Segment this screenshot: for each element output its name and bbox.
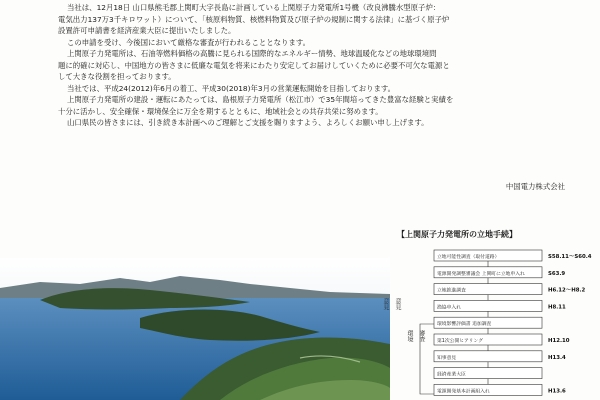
notice-paragraph: 電気出力137万3千キロワット）について、「核原料物質、核燃料物質及び原子炉の規制に関する法律」に基づく原子炉: [58, 14, 450, 24]
notice-paragraph: 山口県民の皆さまには、引き続き本計画へのご理解とご支援を賜りますよう、よろしくお願い申し上げます。: [67, 118, 429, 127]
flow-step-label: 環境影響評価書 追加調査: [437, 322, 492, 328]
flow-step-date: H13.4: [548, 354, 566, 361]
coastline-illustration: [0, 258, 390, 400]
flow-step-label: 第1次公開ヒアリング: [437, 339, 483, 344]
coastline-photo: [0, 258, 390, 400]
notice-paragraph: この申請を受け、今後国において厳格な審査が行われることとなります。: [67, 37, 311, 47]
notice-paragraph: 設置許可申請書を経済産業大臣に提出いたしました。: [58, 26, 236, 35]
notice-paragraph: 題に的確に対応し、中国地方の皆さまに低廉な電気を将来にわたり安定してお届けしていくために必要不可欠な電源と: [58, 60, 450, 70]
flow-step-label: 立地推進調査: [437, 288, 466, 294]
flow-step-label: 経済産業大臣: [437, 372, 466, 378]
notice-paragraph: して大きな役割を担っております。: [58, 72, 176, 81]
notice-body: [58, 2, 568, 129]
flow-side-label: 意見: [394, 298, 401, 310]
flow-step-label: 知事意見: [437, 355, 457, 361]
notice-paragraph: 当社は、12月18日 山口県熊毛郡上関町大字長島に計画している上関原子力発電所1号機（改良沸騰水型原子炉：: [67, 3, 441, 12]
flow-step-date: S58.11～S60.4: [548, 254, 592, 260]
siting-procedure-flowchart: [372, 244, 600, 400]
flow-side-label: 意見: [382, 298, 389, 310]
flow-step-date: H12.10: [548, 338, 570, 344]
flow-step-label: 電源開発基本計画組入れ: [437, 389, 490, 395]
flow-step-date: H6.12～H8.2: [548, 287, 586, 294]
notice-paragraph: 上関原子力発電所は、石油等燃料価格の高騰に見られる国際的なエネルギー情勢、地球温暖化などの地球環境問: [67, 49, 437, 58]
flow-side-label: 環境: [406, 330, 413, 342]
notice-paragraph: 十分に活かし、安全確保・環境保全に万全を期するとともに、地域社会との共存共栄に努めます。: [58, 106, 383, 116]
flow-step-date: H8.11: [548, 304, 566, 311]
flow-step-label: 電源開発調整審議会 上関町に立地申入れ: [437, 271, 525, 277]
flow-step-date: H13.6: [548, 388, 566, 395]
flow-side-label: 審査: [418, 330, 425, 342]
flow-step-label: 漁協申入れ: [437, 305, 461, 311]
flow-title: 【上関原子力発電所の立地手続】: [397, 230, 517, 239]
company-signature: 中国電力株式会社: [505, 182, 565, 191]
flow-step-date: S63.9: [548, 270, 566, 277]
notice-paragraph: 当社では、平成24(2012)年6月の着工、平成30(2018)年3月の営業運転開始を目指しております。: [67, 83, 396, 93]
flow-step-label: 立地可能性調査（取付道路）: [437, 255, 500, 260]
notice-paragraph: 上関原子力発電所の建設・運転にあたっては、島根原子力発電所（松江市）で35年間培ってきた豊富な経験と実績を: [67, 95, 454, 104]
